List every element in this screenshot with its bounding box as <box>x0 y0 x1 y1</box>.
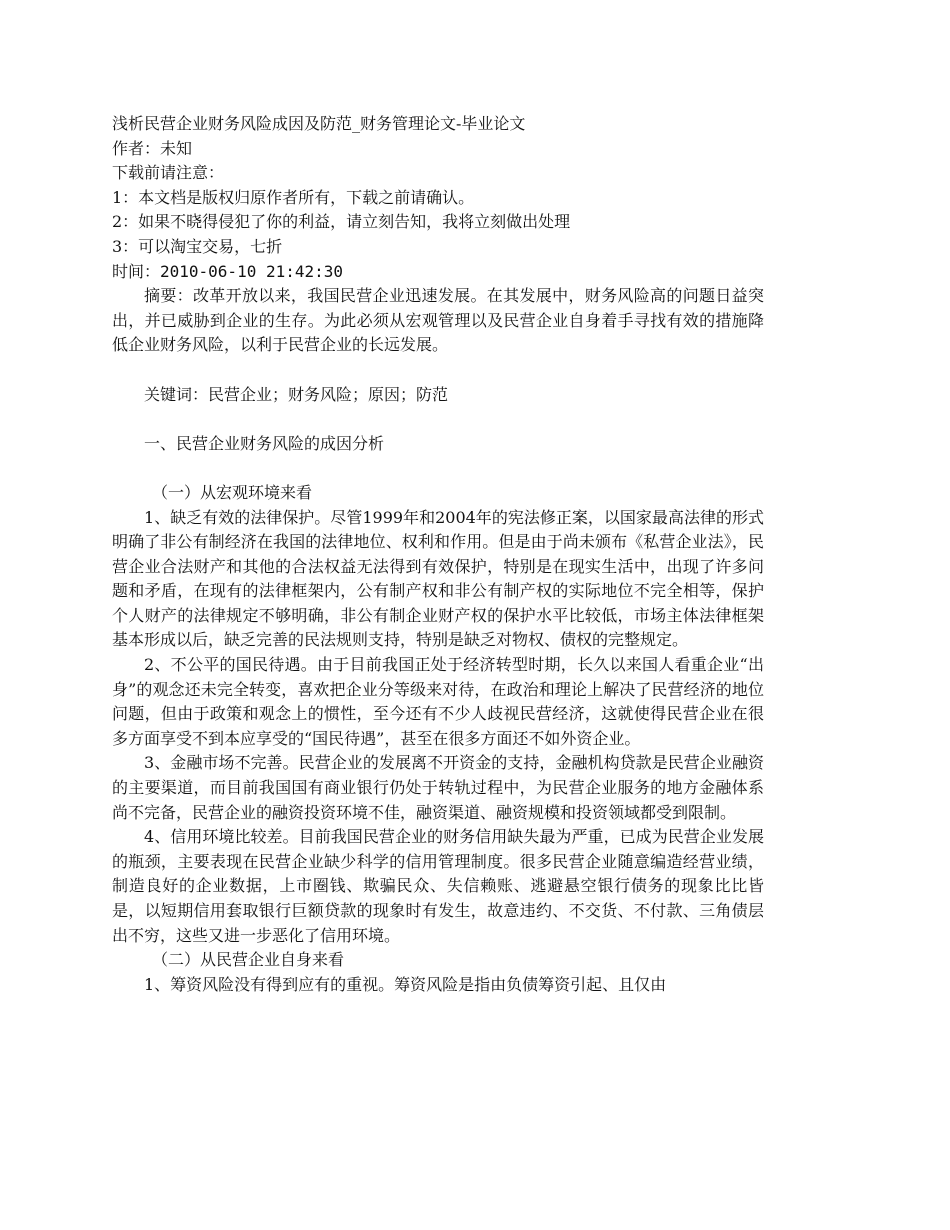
notice-heading: 下载前请注意： <box>112 163 225 183</box>
notice-item: 1：本文档是版权归原作者所有，下载之前请确认。 <box>112 187 475 207</box>
body-paragraph: 1、筹资风险没有得到应有的重视。筹资风险是指由负债筹资引起、且仅由 <box>144 974 667 994</box>
body-paragraph: 1、缺乏有效的法律保护。尽管1999年和2004年的宪法修正案，以国家最高法律的形式明确了非公有制经济在我国的法律地位、权利和作用。但是由于尚未颁布《私营企业法》，民营企业合法财产和其他的合法权益无法得到有效保护，特别是在现实生活中，出现了许多问题和矛盾，在现有的法律框架内，公有制产权和非公有制产权的实际地位不完全相等，保护个人财产的法律规定不够明确，非公有制企业财产权的保护水平比较低，市场主体法律框架基本形成以后，缺乏完善的民法规则支持，特别是缺乏对物权、债权的完整规定。 <box>112 507 764 650</box>
subsection-heading: （一）从宏观环境来看 <box>152 482 313 502</box>
body-paragraph: 3、金融市场不完善。民营企业的发展离不开资金的支持，金融机构贷款是民营企业融资的主要渠道，而目前我国国有商业银行仍处于转轨过程中，为民营企业服务的地方金融体系尚不完备，民营企业的融资投资环境不佳，融资渠道、融资规模和投资领域都受到限制。 <box>112 753 764 822</box>
author-line: 作者：未知 <box>112 138 193 158</box>
keywords-line: 关键词：民营企业；财务风险；原因；防范 <box>144 384 449 404</box>
body-paragraph: 4、信用环境比较差。目前我国民营企业的财务信用缺失最为严重，已成为民营企业发展的瓶颈，主要表现在民营企业缺少科学的信用管理制度。很多民营企业随意编造经营业绩，制造良好的企业数据，上市圈钱、欺骗民众、失信赖账、逃避悬空银行债务的现象比比皆是，以短期信用套取银行巨额贷款的现象时有发生，故意违约、不交货、不付款、三角债层出不穷，这些又进一步恶化了信用环境。 <box>112 827 764 945</box>
abstract-paragraph: 摘要：改革开放以来，我国民营企业迅速发展。在其发展中，财务风险高的问题日益突出，并已威胁到企业的生存。为此必须从宏观管理以及民营企业自身着手寻找有效的措施降低企业财务风险，以利于民营企业的长远发展。 <box>112 286 764 355</box>
body-paragraph: 2、不公平的国民待遇。由于目前我国正处于经济转型时期，长久以来国人看重企业“出身”的观念还未完全转变，喜欢把企业分等级来对待，在政治和理论上解决了民营经济的地位问题，但由于政策和观念上的惯性，至今还有不少人歧视民营经济，这就使得民营企业在很多方面享受不到本应享受的“国民待遇”，甚至在很多方面还不如外资企业。 <box>112 655 764 748</box>
document-page <box>112 112 764 997</box>
notice-item: 3：可以淘宝交易，七折 <box>112 236 283 256</box>
section-heading: 一、民营企业财务风险的成因分析 <box>144 433 385 453</box>
subsection-heading: （二）从民营企业自身来看 <box>152 950 345 970</box>
notice-item: 2：如果不晓得侵犯了你的利益，请立刻告知，我将立刻做出处理 <box>112 212 571 232</box>
document-title: 浅析民营企业财务风险成因及防范_财务管理论文-毕业论文 <box>112 114 526 133</box>
timestamp: 时间：2010-06-10 21:42:30 <box>112 261 344 281</box>
